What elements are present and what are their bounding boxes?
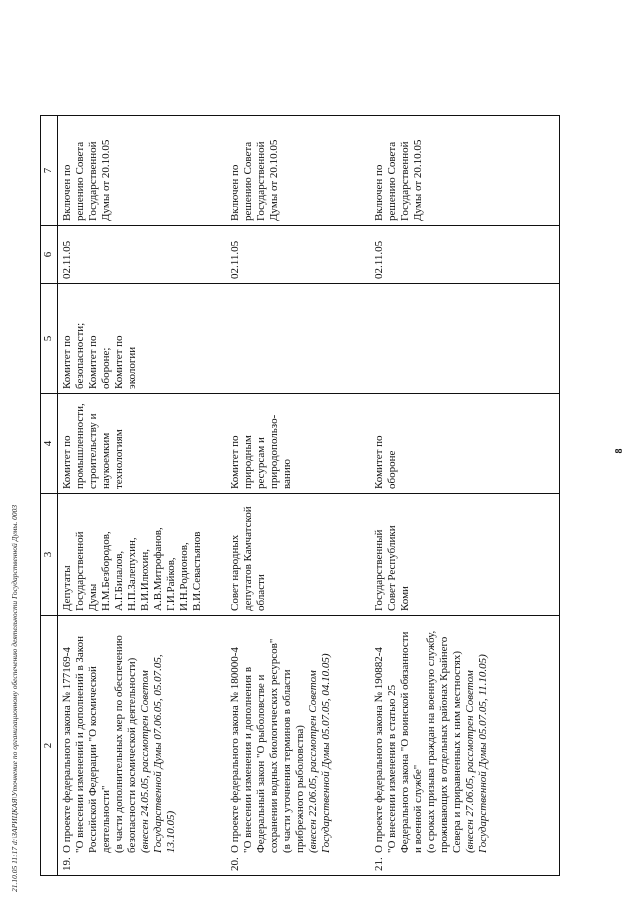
- initiator-cell-line: депутатов Камчатской: [241, 506, 254, 611]
- bill-line: Федеральный закон "О рыболовстве и: [254, 674, 267, 853]
- table-row: [226, 10, 370, 876]
- co-committee-cell-line: экологии: [126, 346, 138, 389]
- date-cell: 02.11.05: [370, 226, 560, 284]
- note-cell: [226, 116, 370, 226]
- initiator-cell-line: Совет народных: [228, 534, 241, 611]
- bill-line: безопасности космической деятельности): [126, 657, 138, 853]
- bill-line: Федерального закона "О воинской обязанности: [398, 631, 411, 853]
- note-cell-line: решению Совета: [74, 141, 86, 221]
- initiator-cell-line: Коми: [398, 586, 411, 611]
- bill-line: О проекте федерального закона № 190882-4: [372, 647, 385, 853]
- committee-cell-line: наукоемким: [100, 432, 112, 489]
- note-cell: [58, 116, 226, 226]
- bill-line: "О внесении изменения и дополнения в: [241, 666, 254, 853]
- agenda-table: [40, 9, 560, 876]
- note-cell-line: Думы от 20.10.05: [267, 139, 280, 221]
- bill-line: Севера и приравненных к ним местностях): [450, 651, 463, 853]
- bill-line: О проекте федерального закона № 180000-4: [228, 647, 241, 853]
- co-committee-cell-line: Комитет по: [87, 335, 99, 389]
- bill-note-line: (внесен 24.05.05, рассмотрен Советом: [139, 670, 151, 853]
- committee-cell-line: строительству и: [87, 413, 99, 489]
- bill-line: проживающих в отдельных районах Крайнего: [437, 636, 450, 853]
- committee-cell-line: обороне: [385, 450, 398, 489]
- co-committee-cell-line: Комитет по: [113, 335, 125, 389]
- header-col-4: 4: [41, 394, 58, 494]
- committee-cell: [226, 394, 370, 494]
- committee-cell-line: Комитет по: [61, 435, 73, 489]
- header-col-6: 6: [41, 226, 58, 284]
- table-row: [58, 10, 226, 876]
- initiator-cell-line: Г.И.Райков,: [165, 557, 177, 611]
- bill-note-line: 13.10.05): [165, 810, 177, 853]
- initiator-cell-line: А.Г.Билалов,: [113, 550, 125, 611]
- note-cell-line: Думы от 20.10.05: [411, 139, 424, 221]
- page-number: 8: [614, 448, 625, 454]
- table-row: [370, 10, 560, 876]
- initiator-cell-line: Думы: [87, 583, 99, 611]
- bill-line: "О внесении изменений и дополнений в Закон: [74, 636, 86, 853]
- bill-note-line: Государственной Думы 05.07.05, 04.10.05): [319, 653, 332, 853]
- header-col-7: 7: [41, 116, 58, 226]
- bill-line: О проекте федерального закона № 177169-4: [61, 647, 73, 853]
- initiator-cell-line: В.И.Илюхин,: [139, 548, 151, 611]
- initiator-cell-line: Государственный: [372, 529, 385, 611]
- co-committee-cell-line: Комитет по: [61, 335, 73, 389]
- co-committee-cell: [370, 284, 560, 394]
- note-cell: [370, 116, 560, 226]
- note-cell-line: решению Совета: [385, 141, 398, 221]
- bill-line: деятельности": [100, 785, 112, 853]
- committee-cell-line: промышленности,: [74, 403, 86, 489]
- initiator-cell-line: Н.М.Безбородов,: [100, 531, 112, 611]
- note-cell-line: Думы от 20.10.05: [100, 139, 112, 221]
- initiator-cell-line: области: [254, 574, 267, 611]
- bill-cell: [370, 616, 560, 876]
- initiator-cell-line: И.Н.Родионов,: [178, 542, 190, 611]
- initiator-cell-line: Государственной: [74, 531, 86, 611]
- committee-cell-line: природным: [241, 435, 254, 489]
- initiator-cell-line: Совет Республики: [385, 525, 398, 611]
- note-cell-line: решению Совета: [241, 141, 254, 221]
- committee-cell-line: Комитет по: [372, 435, 385, 489]
- note-cell-line: Включен по: [61, 164, 73, 221]
- header-col-2: 2: [41, 616, 58, 876]
- row-number: 21.: [372, 857, 385, 871]
- bill-note-line: Государственной Думы 07.06.05, 05.07.05,: [152, 654, 164, 853]
- bill-line: "О внесении изменения в статью 25: [385, 684, 398, 853]
- co-committee-cell-line: обороне;: [100, 347, 112, 389]
- row-number: 19.: [61, 857, 73, 871]
- committee-cell-line: Комитет по: [228, 435, 241, 489]
- header-row: [41, 10, 58, 876]
- note-cell-line: Включен по: [372, 164, 385, 221]
- initiator-cell-line: Н.П.Залепухин,: [126, 537, 138, 611]
- committee-cell: [370, 394, 560, 494]
- bill-cell: [226, 616, 370, 876]
- initiator-cell: [226, 494, 370, 616]
- note-cell-line: Включен по: [228, 164, 241, 221]
- bill-line: и военной службе": [411, 764, 424, 853]
- initiator-cell-line: А.В.Митрофанов,: [152, 527, 164, 611]
- co-committee-cell-line: безопасности;: [74, 322, 86, 389]
- committee-cell-line: технологиям: [113, 429, 125, 489]
- bill-line: (о сроках призыва граждан на военную службу,: [424, 630, 437, 853]
- co-committee-cell: [58, 284, 226, 394]
- header-col-5: 5: [41, 284, 58, 394]
- co-committee-cell: [226, 284, 370, 394]
- initiator-cell-line: В.И.Севастьянов: [191, 531, 203, 611]
- note-cell-line: Государственной: [87, 141, 99, 221]
- bill-note-line: (внесен 27.06.05, рассмотрен Советом: [463, 670, 476, 853]
- footer-path: 21.10.05 11:17 d:\ЗАРИЦКАЯ\Уточнение по организационному обеспечению деятельности Государственной Думы. 0003: [10, 504, 19, 892]
- bill-line: (в части дополнительных мер по обеспечению: [113, 635, 125, 853]
- initiator-cell-line: Депутаты: [61, 565, 73, 611]
- date-cell: 02.11.05: [58, 226, 226, 284]
- bill-line: прибрежного рыболовства): [293, 725, 306, 853]
- row-number: 20.: [228, 857, 241, 871]
- committee-cell-line: ванию: [280, 459, 293, 489]
- committee-cell: [58, 394, 226, 494]
- bill-cell: [58, 616, 226, 876]
- committee-cell-line: ресурсам и: [254, 437, 267, 489]
- header-col-3: 3: [41, 494, 58, 616]
- date-cell: 02.11.05: [226, 226, 370, 284]
- committee-cell-line: природопользо-: [267, 414, 280, 489]
- bill-note-line: (внесен 22.06.05, рассмотрен Советом: [306, 670, 319, 853]
- note-cell-line: Государственной: [398, 141, 411, 221]
- bill-note-line: Государственной Думы 05.07.05, 11.10.05): [476, 654, 489, 853]
- note-cell-line: Государственной: [254, 141, 267, 221]
- initiator-cell: [370, 494, 560, 616]
- bill-line: Российской Федерации "О космической: [87, 666, 99, 853]
- initiator-cell: [58, 494, 226, 616]
- bill-line: сохранении водных биологических ресурсов": [267, 638, 280, 853]
- bill-line: (в части уточнения терминов в области: [280, 669, 293, 853]
